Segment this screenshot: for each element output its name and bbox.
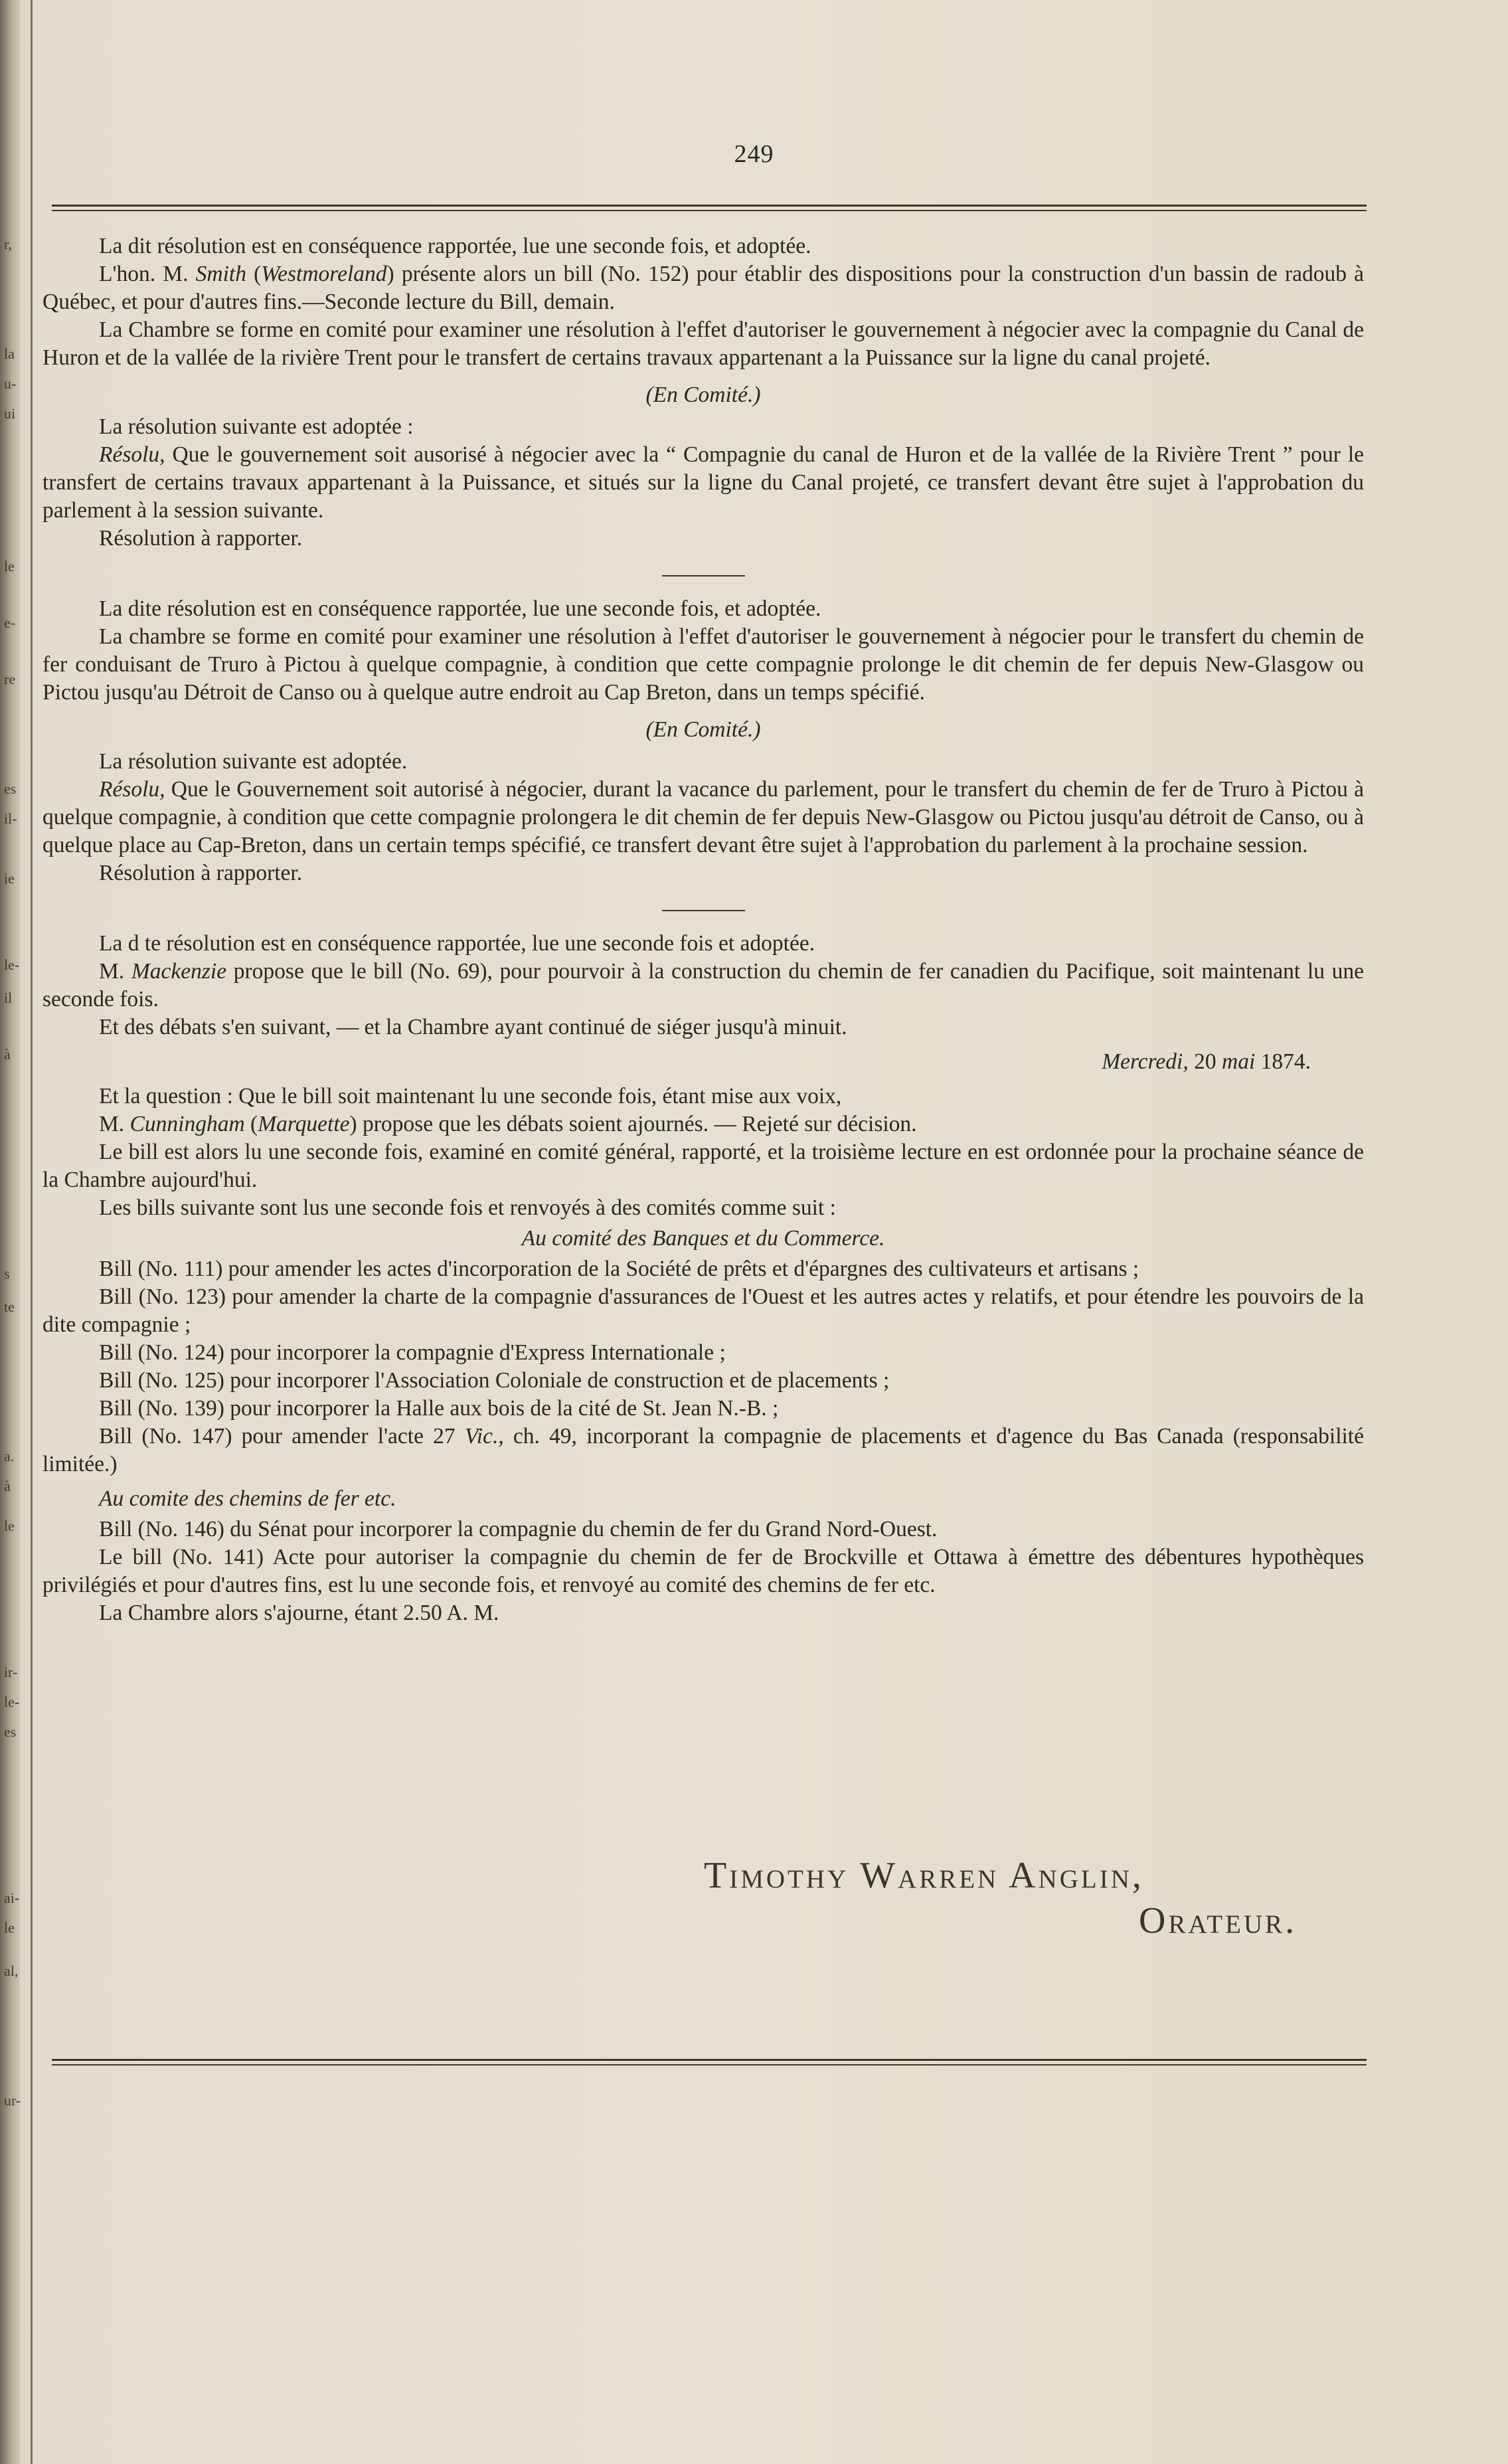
member-name: Cunningham bbox=[129, 1112, 245, 1136]
signature-name: Timothy Warren Anglin, bbox=[704, 1855, 1144, 1896]
margin-fragment: es bbox=[4, 780, 17, 797]
paragraph: La dite résolution est en conséquence rapportée, lue une seconde fois, et adoptée. bbox=[99, 596, 821, 621]
bill-entry: Bill (No. 146) du Sénat pour incorporer la compagnie du chemin de fer du Grand Nord-Ouest. bbox=[99, 1517, 938, 1541]
bill-entry: Bill (No. 125) pour incorporer l'Association Coloniale de construction et de placements ; bbox=[99, 1368, 890, 1393]
page-number: 249 bbox=[734, 140, 774, 168]
section-heading: (En Comité.) bbox=[645, 717, 761, 742]
margin-fragment: re bbox=[4, 671, 16, 687]
paragraph: L'hon. M. Smith (Westmoreland) présente alors un bill (No. 152) pour établir des dispositions pour la construction d'un bassin de radoub à Québec, et pour d'autres fins.—Seconde lecture du Bill, demain. bbox=[42, 262, 1365, 314]
paragraph: La chambre se forme en comité pour examiner une résolution à l'effet d'autoriser le gouvernement à négocier pour le transfert du chemin de fer conduisant de Truro à Pictou à quelque compagnie, à condition que cette compagnie prolonge le dit chemin de fer depuis New-Glasgow ou Pictou jusqu'au Détroit de Canso ou à quelque autre endroit au Cap Breton, dans un temps spécifié. bbox=[42, 624, 1364, 705]
paragraph: Le bill est alors lu une seconde fois, examiné en comité général, rapporté, et la troisième lecture en est ordonnée pour la prochaine séance de la Chambre aujourd'hui. bbox=[42, 1140, 1364, 1192]
paragraph: M. Cunningham (Marquette) propose que les débats soient ajournés. — Rejeté sur décision. bbox=[99, 1112, 917, 1136]
margin-fragment: ui bbox=[4, 405, 16, 422]
paragraph: Résolution à rapporter. bbox=[99, 526, 303, 551]
bill-entry: Le bill (No. 141) Acte pour autoriser la compagnie du chemin de fer de Brockville et Ottawa à émettre des débentures hypothèques privilégiés et pour d'autres fins, est lu une seconde fois, et renvoyé au comité des chemins de fer etc. bbox=[42, 1545, 1364, 1597]
margin-fragment: al, bbox=[4, 1963, 19, 1979]
section-separator bbox=[662, 575, 745, 576]
journal-text bbox=[42, 232, 1364, 1627]
member-name: Smith bbox=[195, 262, 246, 286]
resolu-label: Résolu, bbox=[99, 442, 165, 467]
paragraph: Et la question : Que le bill soit maintenant lu une seconde fois, étant mise aux voix, bbox=[99, 1084, 842, 1108]
bill-entry: Bill (No. 111) pour amender les actes d'incorporation de la Société de prêts et d'épargnes des cultivateurs et artisans ; bbox=[99, 1257, 1139, 1281]
resolu-label: Résolu, bbox=[99, 777, 165, 802]
paragraph: La d te résolution est en conséquence rapportée, lue une seconde fois et adoptée. bbox=[99, 931, 815, 956]
margin-fragment: à bbox=[4, 1478, 11, 1494]
paragraph: La dit résolution est en conséquence rapportée, lue une seconde fois, et adoptée. bbox=[99, 234, 811, 258]
margin-fragment: a. bbox=[4, 1448, 15, 1464]
margin-fragment: ir- bbox=[4, 1664, 18, 1680]
margin-fragment: le bbox=[4, 1518, 15, 1534]
committee-heading: Au comite des chemins de fer etc. bbox=[99, 1486, 396, 1511]
margin-fragments bbox=[0, 0, 20, 2464]
paragraph: Résolu, Que le Gouvernement soit autorisé à négocier, durant la vacance du parlement, pour le transfert du chemin de fer de Truro à Pictou à quelque compagnie, à condition que cette compagnie prolongera le dit chemin de fer depuis New-Glasgow ou Pictou jusqu'au détroit de Canso, ou à quelque place au Cap-Breton, dans un certain temps spécifié, ce transfert devant être sujet à l'approbation du parlement à la prochaine session. bbox=[42, 777, 1364, 857]
paragraph: La résolution suivante est adoptée : bbox=[99, 414, 414, 439]
margin-fragment: ie bbox=[4, 870, 15, 887]
paragraph: Résolution à rapporter. bbox=[99, 861, 303, 885]
member-name: Mackenzie bbox=[131, 959, 227, 984]
committee-heading: Au comité des Banques et du Commerce. bbox=[521, 1226, 885, 1251]
margin-fragment: es bbox=[4, 1723, 17, 1740]
paragraph: Résolu, Que le gouvernement soit ausorisé à négocier avec la “ Compagnie du canal de Huron et de la vallée de la Rivière Trent ” pour le transfert de certains travaux appartenant à la Puissance, et situés sur la ligne du Canal projeté, ce transfert devant être sujet à l'approbation du parlement à la session suivante. bbox=[42, 442, 1364, 523]
margin-fragment: r, bbox=[4, 236, 12, 252]
margin-fragment: la bbox=[4, 345, 15, 362]
binding-line bbox=[31, 0, 33, 2464]
margin-fragment: il bbox=[4, 990, 13, 1006]
section-separator bbox=[662, 910, 745, 911]
margin-fragment: à bbox=[4, 1046, 11, 1063]
section-heading: (En Comité.) bbox=[645, 383, 761, 407]
margin-fragment: le- bbox=[4, 956, 20, 973]
margin-fragment: s bbox=[4, 1265, 10, 1282]
riding-name: Marquette bbox=[258, 1112, 350, 1136]
margin-fragment: le- bbox=[4, 1694, 20, 1710]
signature-title: Orateur. bbox=[1139, 1900, 1298, 1941]
margin-fragment: e- bbox=[4, 614, 16, 631]
paragraph: La Chambre se forme en comité pour examiner une résolution à l'effet d'autoriser le gouvernement à négocier avec la compagnie du Canal de Huron et de la vallée de la rivière Trent pour le transfert de certains travaux appartenant a la Puissance sur la ligne du canal projeté. bbox=[42, 317, 1364, 370]
bill-entry: Bill (No. 123) pour amender la charte de la compagnie d'assurances de l'Ouest et les autres actes y relatifs, et pour étendre les pouvoirs de la dite compagnie ; bbox=[42, 1284, 1364, 1337]
margin-fragment: il- bbox=[4, 810, 17, 827]
paragraph: La Chambre alors s'ajourne, étant 2.50 A. M. bbox=[99, 1601, 499, 1625]
riding-name: Westmoreland bbox=[261, 262, 387, 286]
bill-entry: Bill (No. 124) pour incorporer la compagnie d'Express Internationale ; bbox=[99, 1340, 726, 1365]
margin-fragment: u- bbox=[4, 375, 17, 392]
paragraph: Et des débats s'en suivant, — et la Chambre ayant continué de siéger jusqu'à minuit. bbox=[99, 1015, 847, 1039]
paragraph: Les bills suivante sont lus une seconde fois et renvoyés à des comités comme suit : bbox=[99, 1195, 836, 1220]
paragraph: M. Mackenzie propose que le bill (No. 69), pour pourvoir à la construction du chemin de fer canadien du Pacifique, soit maintenant lu une seconde fois. bbox=[42, 959, 1365, 1012]
sitting-date: Mercredi, 20 mai 1874. bbox=[1102, 1049, 1311, 1074]
speaker-signature bbox=[704, 1853, 1341, 1943]
bill-entry: Bill (No. 139) pour incorporer la Halle aux bois de la cité de St. Jean N.-B. ; bbox=[99, 1396, 779, 1421]
margin-fragment: ai- bbox=[4, 1890, 20, 1906]
bill-entry: Bill (No. 147) pour amender l'acte 27 Vic., ch. 49, incorporant la compagnie de placements et d'agence du Bas Canada (responsabilité limitée.) bbox=[42, 1424, 1364, 1476]
paragraph: La résolution suivante est adoptée. bbox=[99, 749, 408, 774]
margin-fragment: ur- bbox=[4, 2092, 21, 2109]
margin-fragment: le bbox=[4, 558, 15, 574]
margin-fragment: te bbox=[4, 1298, 15, 1315]
margin-fragment: le bbox=[4, 1919, 15, 1936]
